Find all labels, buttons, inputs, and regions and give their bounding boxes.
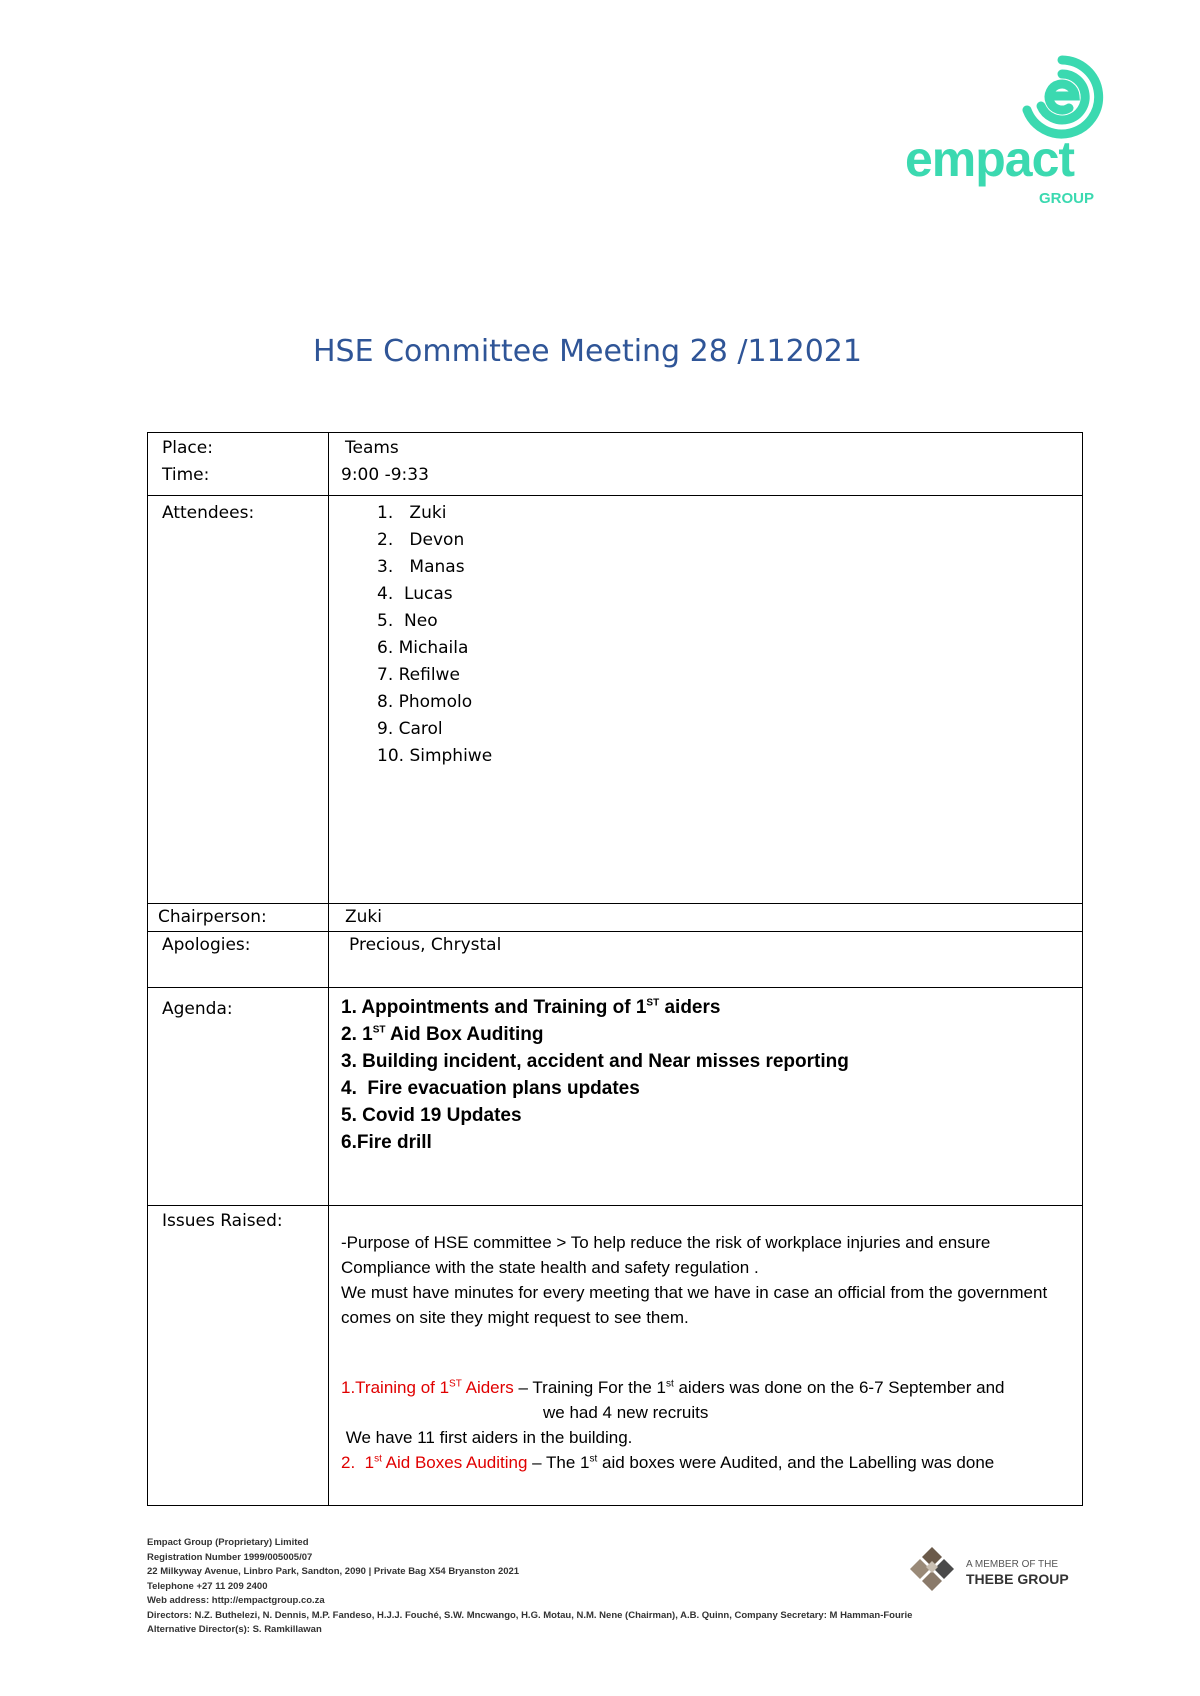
- agenda-item: 5. Covid 19 Updates: [341, 1105, 522, 1126]
- issue-text: aiders was done on the 6-7 September and: [673, 1378, 1005, 1397]
- issues-paragraph: -Purpose of HSE committee > To help reduce the risk of workplace injuries and ensure Compliance with the state health and safety regulation .: [341, 1233, 991, 1277]
- footer-line: Telephone +27 11 209 2400: [147, 1580, 268, 1592]
- agenda-item: 3. Building incident, accident and Near misses reporting: [341, 1051, 849, 1072]
- apologies-value: Precious, Chrystal: [349, 935, 502, 955]
- superscript: ST: [449, 1378, 462, 1390]
- footer-line: Directors: N.Z. Buthelezi, N. Dennis, M.P. Fandeso, H.J.J. Fouché, S.W. Mncwango, H.G. Motau, N.M. Nene (Chairman), A.B. Quinn, Company Secretary: M Hamman-Fourie: [147, 1609, 913, 1621]
- agenda-label: Agenda:: [162, 999, 233, 1019]
- superscript: st: [374, 1453, 382, 1465]
- logo-group-label: GROUP: [1039, 190, 1095, 207]
- superscript: st: [589, 1453, 598, 1465]
- agenda-item: 4. Fire evacuation plans updates: [341, 1078, 640, 1099]
- list-item: 6. Michaila: [377, 638, 469, 658]
- issue-text: aid boxes were Audited, and the Labelling was done: [597, 1453, 995, 1472]
- agenda-item-text: 2. 1: [341, 1024, 373, 1045]
- place-time-label-cell: [148, 433, 329, 496]
- time-value: 9:00 -9:33: [341, 465, 429, 485]
- attendees-label: Attendees:: [162, 503, 255, 523]
- issues-paragraph: We must have minutes for every meeting that we have in case an official from the government comes on site they might request to see them.: [341, 1283, 1048, 1327]
- agenda-label-cell: [148, 988, 329, 1206]
- issue-text: – Training For the 1: [513, 1378, 666, 1397]
- thebe-group-text: THEBE GROUP: [966, 1571, 1069, 1587]
- place-time-value-cell: [329, 433, 1083, 496]
- issue-heading-text: Aiders: [461, 1378, 514, 1397]
- apologies-label-cell: [148, 932, 329, 988]
- list-item: 3. Manas: [377, 557, 465, 577]
- chairperson-value-cell: [329, 904, 1083, 932]
- place-label: Place:: [162, 438, 213, 458]
- thebe-member-text: A MEMBER OF THE: [966, 1559, 1059, 1570]
- agenda-item-text: aiders: [659, 997, 721, 1018]
- list-item: 1. Zuki: [377, 503, 447, 523]
- issue-text: – The 1: [527, 1453, 590, 1472]
- thebe-diamond-icon: [908, 1547, 956, 1597]
- issue-heading-text: 1.Training of 1: [341, 1378, 450, 1397]
- issues-content: [329, 1206, 1082, 1483]
- list-item: 8. Phomolo: [377, 692, 473, 712]
- issues-value-cell: [329, 1206, 1083, 1506]
- agenda-item: [341, 1021, 1070, 1048]
- empact-e-icon: [1017, 52, 1107, 142]
- issues-item-training: [341, 1375, 1070, 1400]
- issues-label-cell: [148, 1206, 329, 1506]
- issues-label: Issues Raised:: [162, 1211, 283, 1231]
- agenda-value-cell: [329, 988, 1083, 1206]
- chairperson-label-cell: [148, 904, 329, 932]
- issue-text: we had 4 new recruits: [543, 1403, 709, 1422]
- list-item: 10. Simphiwe: [377, 746, 493, 766]
- attendees-label-cell: [148, 496, 329, 904]
- logo-wordmark: empact: [905, 131, 1075, 187]
- document-title: HSE Committee Meeting 28 /112021: [313, 334, 862, 369]
- superscript: ST: [646, 997, 660, 1009]
- thebe-group-logo: [908, 1545, 1098, 1605]
- superscript: ST: [372, 1024, 386, 1036]
- footer-line: Alternative Director(s): S. Ramkillawan: [147, 1624, 322, 1635]
- apologies-label: Apologies:: [162, 935, 251, 955]
- chairperson-label: Chairperson:: [158, 907, 267, 927]
- chairperson-value: Zuki: [345, 907, 382, 927]
- issues-item-aid-boxes: [341, 1450, 1070, 1475]
- issue-heading-text: Aid Boxes Auditing: [381, 1453, 528, 1472]
- attendees-value-cell: [329, 496, 1083, 904]
- issue-heading: [341, 1378, 514, 1397]
- superscript: st: [665, 1378, 674, 1390]
- issue-heading-text: 2. 1: [341, 1453, 375, 1472]
- agenda-list: [341, 994, 1070, 1156]
- list-item: 7. Refilwe: [377, 665, 460, 685]
- meeting-table: [147, 432, 1083, 1506]
- footer-line: Registration Number 1999/005005/07: [147, 1551, 313, 1563]
- attendees-list: [377, 500, 1082, 770]
- agenda-item-text: Aid Box Auditing: [385, 1024, 544, 1045]
- agenda-item: [341, 994, 1070, 1021]
- agenda-item: 6.Fire drill: [341, 1132, 432, 1153]
- company-footer: [147, 1536, 912, 1638]
- list-item: 5. Neo: [377, 611, 438, 631]
- empact-logo: [905, 52, 1115, 212]
- list-item: 4. Lucas: [377, 584, 453, 604]
- list-item: 2. Devon: [377, 530, 465, 550]
- list-item: 9. Carol: [377, 719, 443, 739]
- issue-text: We have 11 first aiders in the building.: [341, 1428, 633, 1447]
- footer-line: 22 Milkyway Avenue, Linbro Park, Sandton, 2090 | Private Bag X54 Bryanston 2021: [147, 1566, 520, 1577]
- place-value: Teams: [345, 438, 399, 458]
- agenda-item-text: 1. Appointments and Training of 1: [341, 997, 647, 1018]
- time-label: Time:: [162, 465, 210, 485]
- issue-heading: [341, 1453, 527, 1472]
- footer-line: Empact Group (Proprietary) Limited: [147, 1537, 309, 1548]
- apologies-value-cell: [329, 932, 1083, 988]
- footer-line: Web address: http://empactgroup.co.za: [147, 1595, 325, 1606]
